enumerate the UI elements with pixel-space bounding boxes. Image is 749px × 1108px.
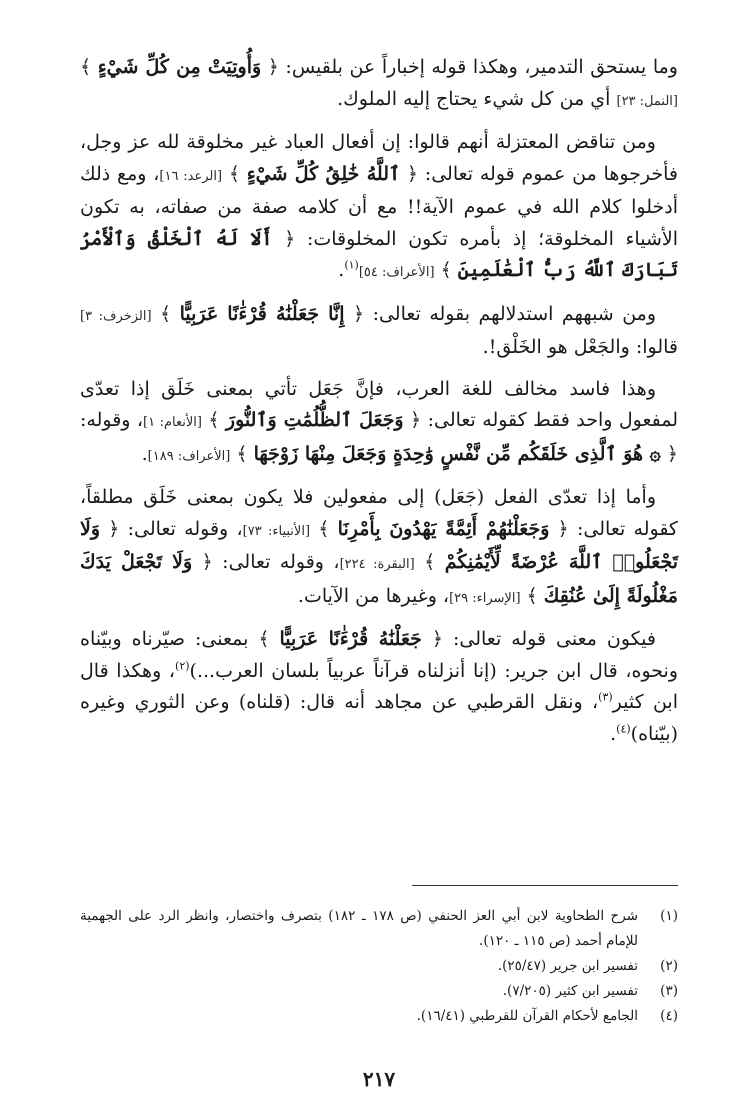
footnote-divider — [412, 885, 678, 886]
verse-reference: [الأعراف: ١٨٩] — [147, 448, 231, 464]
text: قالوا: والجَعْل هو الخَلْق!. — [482, 336, 678, 358]
text: ﴾ — [201, 409, 226, 431]
footnote-1 — [80, 904, 678, 954]
paragraph-1 — [80, 52, 678, 117]
text: وما يستحق التدمير، وهكذا قوله إخباراً عن بلقيس: ﴿ — [261, 56, 678, 78]
text: ، وهكذا قال ابن كثير — [80, 659, 678, 713]
text: ومن تناقض المعتزلة أنهم قالوا: إن أفعال العباد غير مخلوقة لله عز وجل، فأخرجوها من عموم قوله تعالى: ﴿ — [80, 131, 678, 185]
footnote-number: (١) — [660, 908, 678, 924]
text: ﴾ — [414, 551, 445, 573]
footnote-text: شرح الطحاوية لابن أبي العز الحنفي (ص ١٧٨ ـ ١٨٢) بتصرف واختصار، وانظر الرد على الجهمية للإمام أحمد (ص ١١٥ ـ ١٢٠). — [80, 908, 638, 949]
footnote-number: (٢) — [660, 958, 678, 974]
quran-verse: إِنَّا جَعَلْنَٰهُ قُرْءَٰنًا عَرَبِيًّا — [179, 302, 345, 325]
paragraph-5 — [80, 482, 678, 614]
quran-verse: وَلَا تَجْعَلُوا۟ ٱللَّهَ عُرْضَةً لِّأَيْمَٰنِكُمْ — [80, 517, 678, 573]
text: ﴾ — [434, 259, 458, 281]
quran-verse: وَجَعَلْنَٰهُمْ أَئِمَّةً يَهْدُونَ بِأَمْرِنَا — [337, 517, 550, 540]
text: . — [610, 722, 617, 745]
text: ﴾ — [80, 56, 98, 78]
quran-verse: وَأُوتِيَتْ مِن كُلِّ شَيْءٍ — [97, 56, 262, 78]
footnote-ref[interactable]: (٢) — [175, 659, 190, 673]
text: وأما إذا تعدّى الفعل (جَعَل) إلى مفعولين فلا يكون بمعنى خَلَق مطلقاً، كقوله تعالى: ﴿ — [80, 486, 678, 540]
text: . — [141, 442, 148, 465]
verse-reference: [الأنعام: ١] — [143, 415, 202, 430]
text: ﴾ بمعنى: صيّرناه وبيّناه ونحوه، قال ابن جرير: (إنا أنزلناه قرآناً عربياً بلسان العرب...) — [80, 628, 678, 682]
footnotes — [80, 904, 678, 1029]
verse-reference: [الزخرف: ٣] — [80, 308, 152, 324]
footnote-text: تفسير ابن كثير (٧/٢٠٥). — [502, 983, 638, 999]
text: ﴾ — [310, 517, 338, 540]
verse-reference: [الرعد: ١٦] — [159, 168, 223, 184]
footnote-ref[interactable]: (٣) — [598, 690, 613, 704]
footnote-text: تفسير ابن جرير (٢٥/٤٧). — [497, 958, 638, 974]
footnote-4 — [80, 1004, 678, 1029]
footnote-number: (٣) — [660, 983, 678, 999]
footnote-ref[interactable]: (٤) — [616, 722, 631, 736]
footnote-ref[interactable]: (١) — [344, 258, 359, 272]
page — [80, 52, 679, 1091]
verse-reference: [البقرة: ٢٢٤] — [339, 557, 415, 572]
footnote-text: الجامع لأحكام القرآن للقرطبي (١٦/٤١). — [416, 1008, 638, 1024]
text: أي من كل شيء يحتاج إليه الملوك. — [337, 87, 617, 110]
verse-reference: [الأنبياء: ٧٣] — [242, 523, 311, 539]
text: ﴾ — [520, 584, 544, 607]
text: ، ومع ذلك أدخلوا كلام الله في عموم الآية!! مع أن كلامه صفة من صفاته، به تكون الأشياء المخلوقة؛ إذ بأمره تكون المخلوقات: ﴿ — [80, 162, 678, 250]
text: ﴾ — [222, 162, 247, 185]
paragraph-3 — [80, 299, 678, 364]
quran-verse: أَلَا لَهُ ٱلْخَلْقُ وَٱلْأَمْرُ تَبَارَكَ ٱللَّهُ رَبُّ ٱلْعَٰلَمِينَ — [80, 227, 678, 281]
quran-verse: ٱللَّهُ خَٰلِقُ كُلِّ شَيْءٍ — [246, 162, 401, 185]
verse-reference: [الإسراء: ٢٩] — [449, 590, 521, 606]
paragraph-4 — [80, 374, 678, 473]
text: ، وقوله: ﴿ — [80, 409, 678, 465]
footnote-2 — [80, 954, 678, 979]
text: ، وقوله تعالى: ﴿ — [192, 551, 340, 573]
verse-reference: [الأعراف: ٥٤] — [358, 265, 435, 280]
text: ، وقوله تعالى: ﴿ — [100, 517, 243, 540]
page-number: ٢١٧ — [362, 1067, 396, 1091]
text: ، وغيرها من الآيات. — [297, 584, 450, 607]
quran-verse: ۞ هُوَ ٱلَّذِى خَلَقَكُم مِّن نَّفْسٍ وَٰحِدَةٍ وَجَعَلَ مِنْهَا زَوْجَهَا — [253, 442, 661, 465]
text: . — [338, 259, 345, 281]
quran-verse: جَعَلْنَٰهُ قُرْءَٰنًا عَرَبِيًّا — [279, 628, 422, 650]
text: وهذا فاسد مخالف للغة العرب، فإنَّ جَعَل تأتي بمعنى خَلَق إذا تعدّى لمفعول واحد فقط كقوله تعالى: ﴿ — [80, 377, 679, 431]
text: ﴾ — [151, 302, 180, 325]
verse-reference: [النمل: ٢٣] — [616, 93, 678, 109]
text: فيكون معنى قوله تعالى: ﴿ — [421, 628, 656, 650]
paragraph-6 — [80, 624, 678, 750]
footnote-number: (٤) — [660, 1008, 678, 1024]
footnote-3 — [80, 979, 678, 1004]
text: ومن شبههم استدلالهم بقوله تعالى: ﴿ — [344, 302, 657, 325]
quran-verse: وَجَعَلَ ٱلظُّلُمَٰتِ وَٱلنُّورَ — [225, 409, 404, 431]
quran-verse: وَلَا تَجْعَلْ يَدَكَ مَغْلُولَةً إِلَىٰ عُنُقِكَ — [80, 551, 678, 607]
paragraph-2 — [80, 127, 678, 289]
text: ﴾ — [230, 442, 254, 465]
text: ، ونقل القرطبي عن مجاهد أنه قال: (قلناه) وعن الثوري وغيره (بيّناه) — [80, 691, 678, 745]
